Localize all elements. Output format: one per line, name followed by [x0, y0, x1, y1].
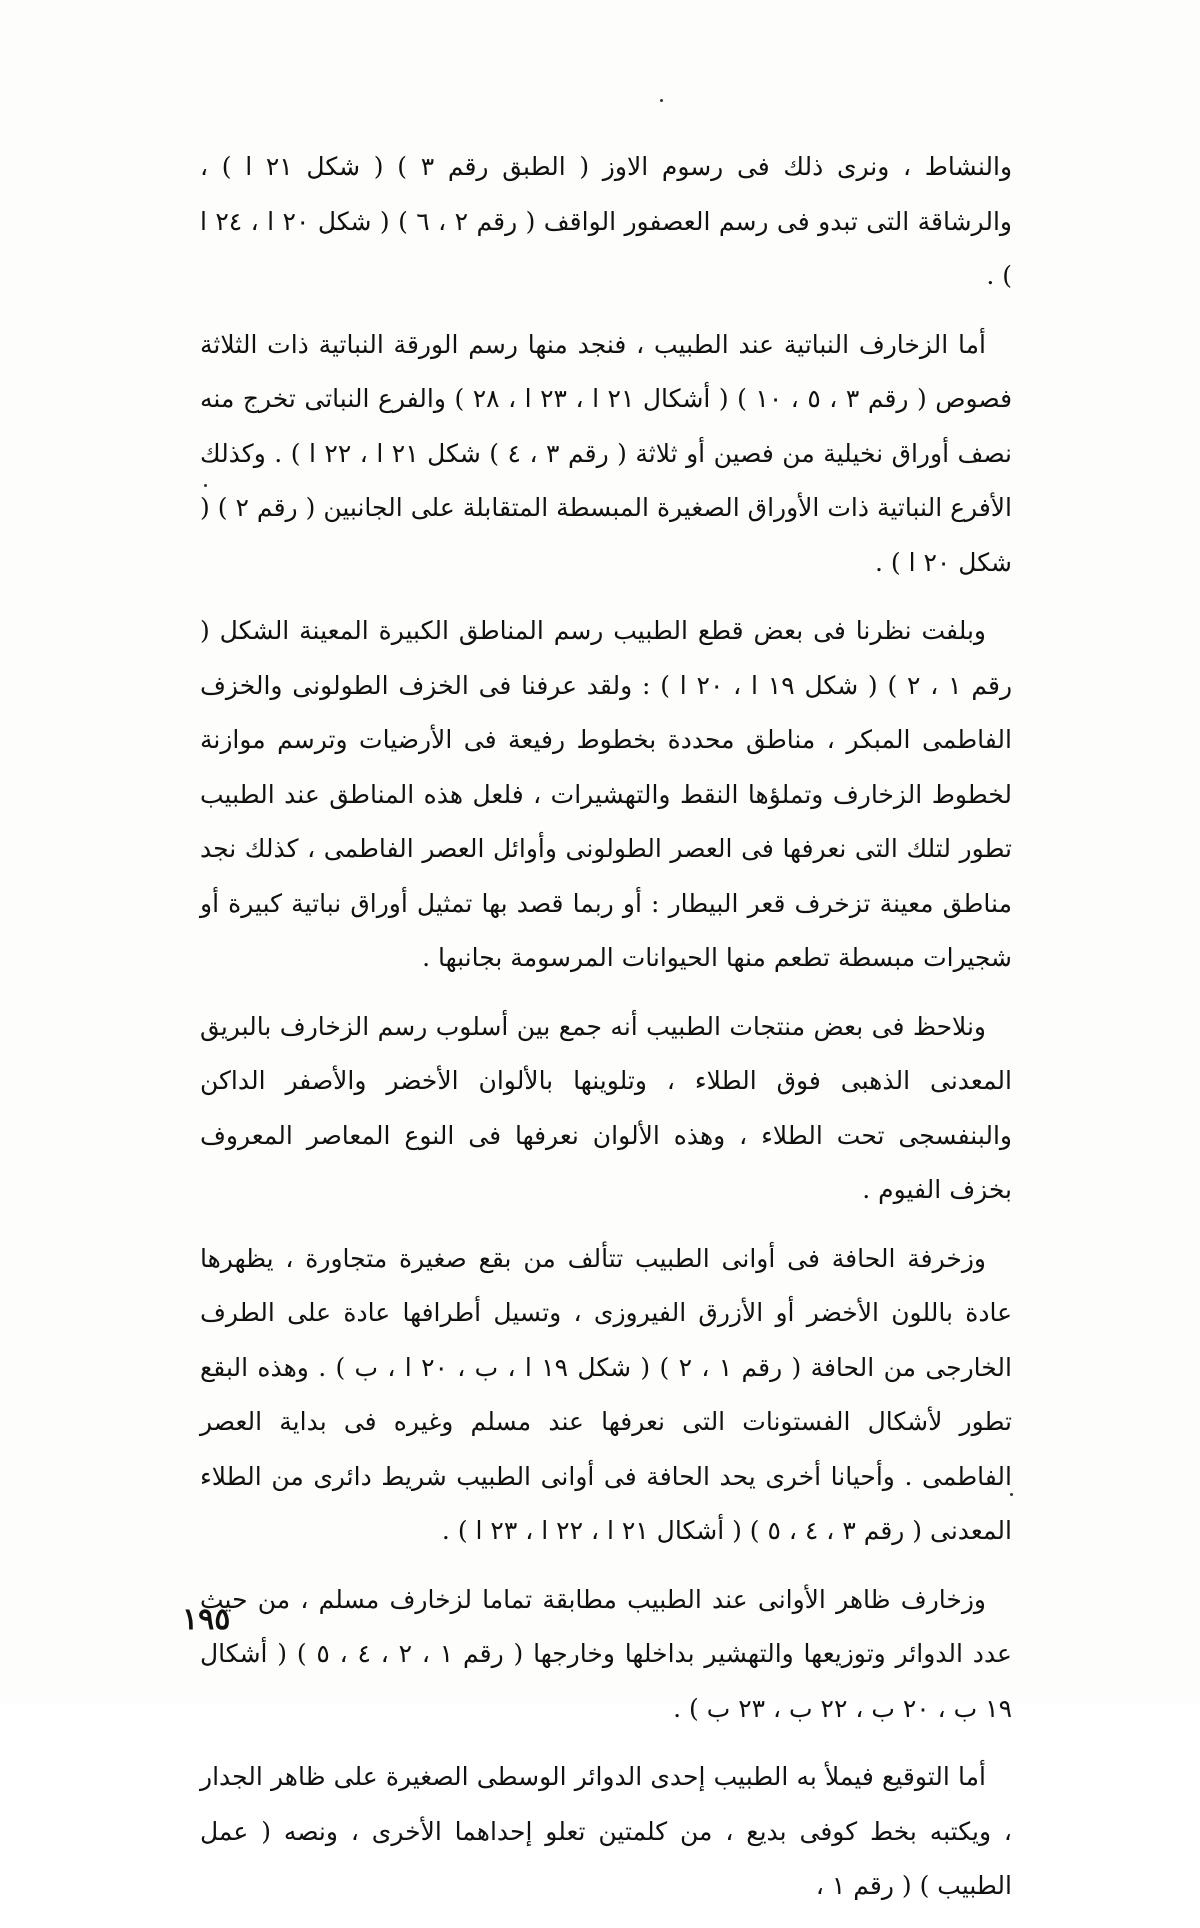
body-text: [200, 140, 1012, 1928]
paragraph-7: أما التوقيع فيملأ به الطبيب إحدى الدوائر الوسطى الصغيرة على ظاهر الجدار ، ويكتبه بخط كوفى بديع ، من كلمتين تعلو إحداهما الأخرى ، ونصه ( عمل الطبيب ) ( رقم ١ ،: [200, 1762, 1012, 1900]
paragraph-2: أما الزخارف النباتية عند الطبيب ، فنجد منها رسم الورقة النباتية ذات الثلاثة فصوص ( رقم ٣ ، ٥ ، ١٠ ) ( أشكال ٢١ ا ، ٢٣ ا ، ٢٨ ) والفرع النباتى تخرج منه نصف أوراق نخيلية من فصين أو ثلاثة ( رقم ٣ ، ٤ ) شكل ٢١ ا ، ٢٢ ا ) . وكذلك الأفرع النباتية ذات الأوراق الصغيرة المبسطة المتقابلة على الجانبين ( رقم ٢ ) ( شكل ٢٠ ا ) .: [200, 329, 1013, 577]
paragraph-1: والنشاط ، ونرى ذلك فى رسوم الاوز ( الطبق رقم ٣ ) ( شكل ٢١ ا ) ، والرشاقة التى تبدو فى رسم العصفور الواقف ( رقم ٢ ، ٦ ) ( شكل ٢٠ ا ، ٢٤ ا ) .: [200, 152, 1013, 290]
paragraph-6: وزخارف ظاهر الأوانى عند الطبيب مطابقة تماما لزخارف مسلم ، من حيث عدد الدوائر وتوزيعها والتهشير بداخلها وخارجها ( رقم ١ ، ٢ ، ٤ ، ٥ ) ( أشكال ١٩ ب ، ٢٠ ب ، ٢٢ ب ، ٢٣ ب ) .: [200, 1584, 1012, 1723]
paragraph-5: وزخرفة الحافة فى أوانى الطبيب تتألف من بقع صغيرة متجاورة ، يظهرها عادة باللون الأخضر أو الأزرق الفيروزى ، وتسيل أطرافها عادة على الطرف الخارجى من الحافة ( رقم ١ ، ٢ ) ( شكل ١٩ ا ، ب ، ٢٠ ا ، ب ) . وهذه البقع تطور لأشكال الفستونات التى نعرفها عند مسلم وغيره فى بداية العصر الفاطمى . وأحيانا أخرى يحد الحافة فى أوانى الطبيب شريط دائرى من الطلاء المعدنى ( رقم ٣ ، ٤ ، ٥ ) ( أشكال ٢١ ا ، ٢٢ ا ، ٢٣ ا ) .: [200, 1243, 1012, 1545]
paragraph-3: وبلفت نظرنا فى بعض قطع الطبيب رسم المناطق الكبيرة المعينة الشكل ( رقم ١ ، ٢ ) ( شكل ١٩ ا ، ٢٠ ا ) : ولقد عرفنا فى الخزف الطولونى والخزف الفاطمى المبكر ، مناطق محددة بخطوط رفيعة فى الأرضيات وترسم موازنة لخطوط الزخارف وتملؤها النقط والتهشيرات ، فلعل هذه المناطق عند الطبيب تطور لتلك التى نعرفها فى العصر الطولونى وأوائل العصر الفاطمى ، كذلك نجد مناطق معينة تزخرف قعر البيطار : أو ربما قصد بها تمثيل أوراق نباتية كبيرة أو شجيرات مبسطة تطعم منها الحيوانات المرسومة بجانبها .: [200, 616, 1013, 972]
paragraph-4: ونلاحظ فى بعض منتجات الطبيب أنه جمع بين أسلوب رسم الزخارف بالبريق المعدنى الذهبى فوق الطلاء ، وتلوينها بالألوان الأخضر والأصفر الداكن والبنفسجى تحت الطلاء ، وهذه الألوان نعرفها فى النوع المعاصر المعروف بخزف الفيوم .: [200, 1011, 1012, 1204]
page-number: ١٩٥: [182, 1602, 231, 1637]
scan-speck: [660, 99, 663, 102]
